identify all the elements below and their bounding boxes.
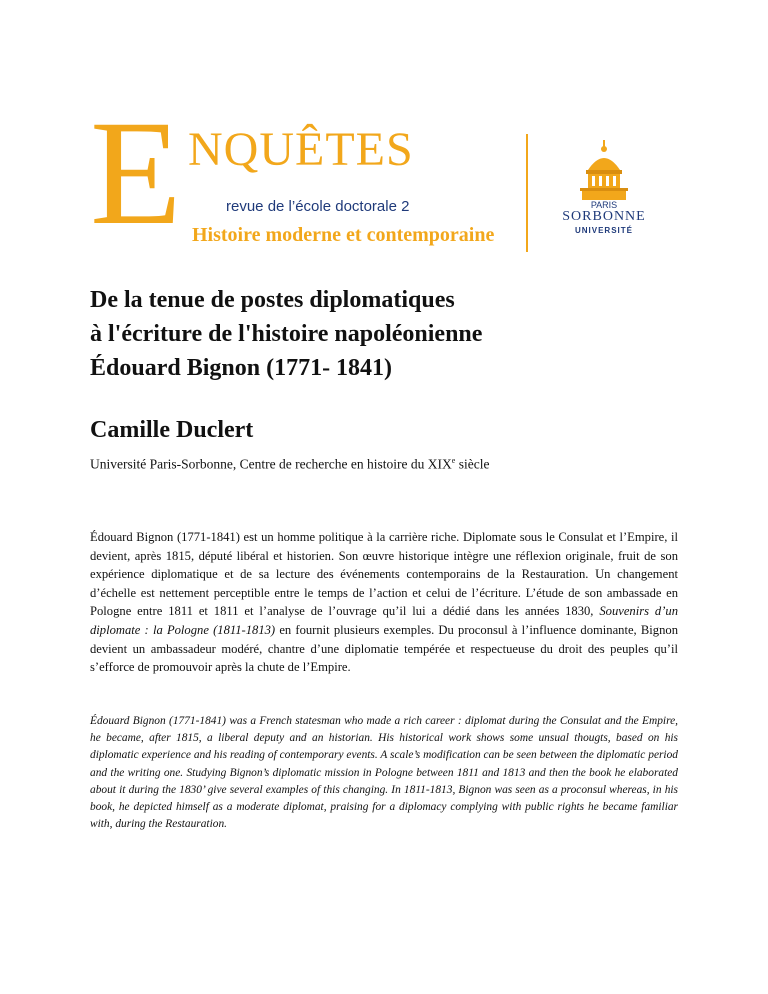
author-name: Camille Duclert (90, 417, 254, 443)
masthead-initial: E (90, 90, 182, 256)
logo-text-paris: PARIS (590, 200, 618, 210)
logo-text-universite: UNIVERSITÉ (574, 226, 633, 235)
masthead-divider (526, 134, 528, 252)
affiliation-text: Université Paris-Sorbonne, Centre de recherche en histoire du XIX (90, 456, 452, 472)
abstract-fr-book-title: Souvenirs d’un diplomate : la Pologne (1811-1813) (90, 604, 678, 637)
abstract-english: Édouard Bignon (1771-1841) was a French statesman who made a rich career : diplomat during the Consulat and the Empire, he became, after 1815, a liberal deputy and an historian. His historical work shows some unsual thougts, based on his diplomatic experience and his reading of contemporary events. A scale’s modification can be seen between the diplomatic period and the writing one. Studying Bignon’s diplomatic mission in Pologne between 1811 and 1813 and then the book he elaborated about it during the 1830’ give several examples of this changing. In 1811-1813, Bignon was seen as a proconsul whereas, in his book, he depicted himself as a moderate diplomat, praising for a diplomacy complying with public rights he became familiar with, during the Restauration. (90, 715, 678, 831)
author-affiliation (90, 456, 489, 473)
title-line: De la tenue de postes diplomatiques (90, 287, 455, 313)
masthead-section: Histoire moderne et contemporaine (192, 224, 495, 246)
logo-text-sorbonne: SORBONNE (562, 209, 646, 224)
affiliation-text-end: siècle (455, 456, 490, 472)
title-line: à l'écriture de l'histoire napoléonienne (90, 321, 483, 347)
abstract-fr-part2: en fournit plusieurs exemples. Du proconsul à l’influence dominante, Bignon devient un ambassadeur modéré, chantre d’une diplomatie tempérée et respectueuse du droit des peuples qu’il s’efforce de promouvoir après la chute de l’Empire. (90, 622, 678, 675)
affiliation-superscript: e (451, 456, 456, 465)
article-title (90, 283, 690, 385)
abstract-fr-part1: Édouard Bignon (1771-1841) est un homme politique à la carrière riche. Diplomate sous le Consulat et l’Empire, il devient, après 1815, député libéral et historien. Son œuvre historique intègre une réflexion originale, fruit de son expérience diplomatique et de sa lecture des événements contemporains de la Restauration. Un changement d’échelle est nettement perceptible entre le temps de l’action et celui de l’écriture. L’étude de son ambassade en Pologne entre 1811 et 1811 et l’analyse de l’ouvrage qu’il lui a dédié dans les années 1830, (90, 530, 678, 619)
abstract-french (90, 528, 678, 677)
sorbonne-dome-icon (574, 140, 634, 202)
title-line: Édouard Bignon (1771- 1841) (90, 355, 393, 381)
masthead-title: NQUÊTES (188, 123, 414, 176)
university-logo (552, 140, 656, 244)
masthead-subtitle: revue de l’école doctorale 2 (226, 198, 410, 215)
